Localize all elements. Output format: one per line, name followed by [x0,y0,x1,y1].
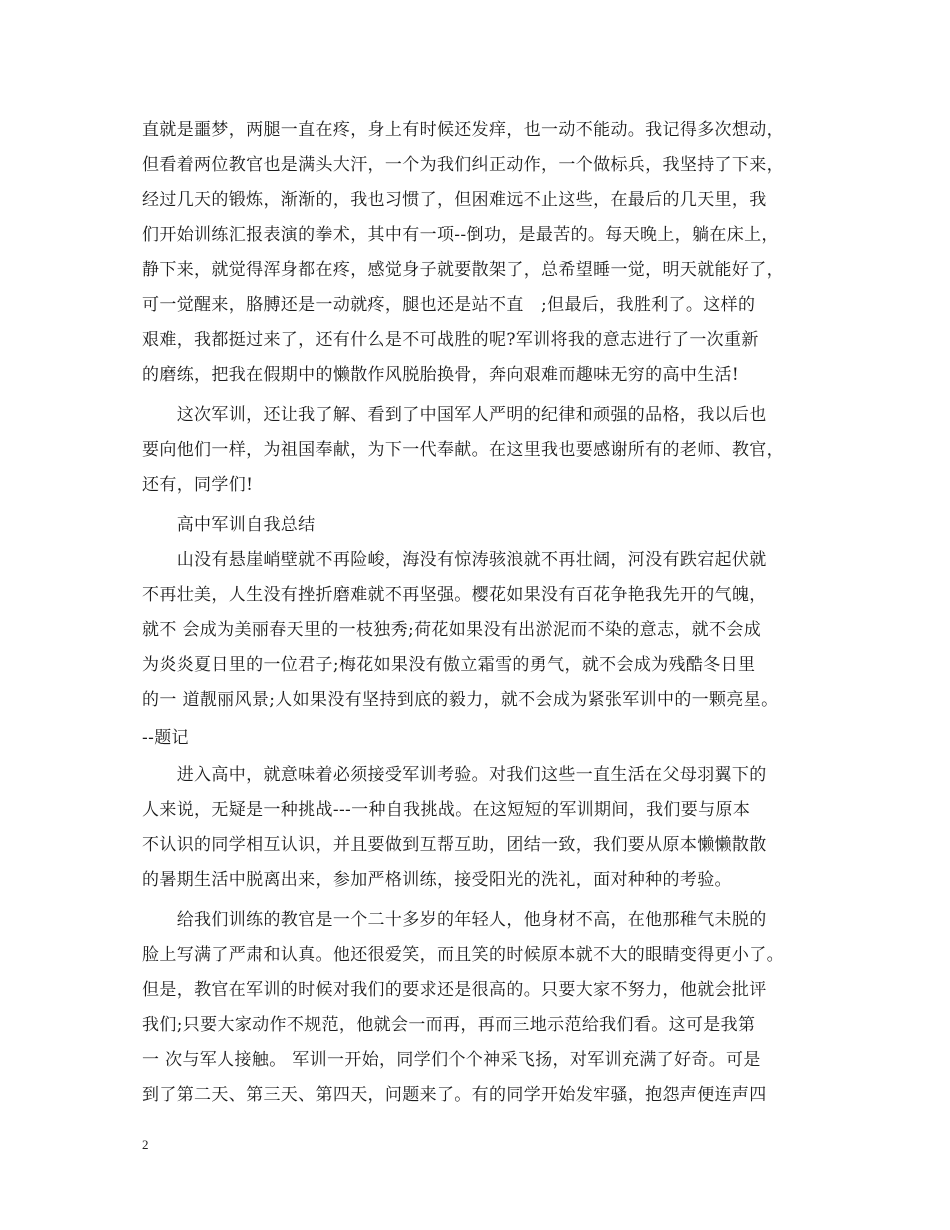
text-line: --题记 [142,728,189,748]
text-line: 给我们训练的教官是一个二十多岁的年轻人，他身材不高，在他那稚气未脱的 [142,910,767,930]
text-line: 要向他们一样，为祖国奉献，为下一代奉献。在这里我也要感谢所有的老师、教官， [142,440,784,460]
text-line: 为炎炎夏日里的一位君子;梅花如果没有傲立霜雪的勇气，就不会成为残酷冬日里 [142,655,756,675]
text-line: 这次军训，还让我了解、看到了中国军人严明的纪律和顽强的品格，我以后也 [142,405,767,425]
text-line: 一 次与军人接触。 军训一开始，同学们个个神采飞扬，对军训充满了好奇。可是 [142,1050,761,1070]
text-line: 到了第二天、第三天、第四天，问题来了。有的同学开始发牢骚，抱怨声便连声四 [142,1085,767,1105]
text-line: 的一 道靓丽风景;人如果没有坚持到底的毅力，就不会成为紧张军训中的一颗亮星。 [142,690,779,710]
text-line: 不再壮美，人生没有挫折磨难就不再坚强。樱花如果没有百花争艳我先开的气魄， [142,585,767,605]
text-line: 直就是噩梦，两腿一直在疼，身上有时候还发痒，也一动不能动。我记得多次想动， [142,120,784,140]
text-line: 人来说，无疑是一种挑战---一种自我挑战。在这短短的军训期间，我们要与原本 [142,800,751,820]
text-line: 进入高中，就意味着必须接受军训考验。对我们这些一直生活在父母羽翼下的 [142,765,767,785]
text-line: 脸上写满了严肃和认真。他还很爱笑，而且笑的时候原本就不大的眼睛变得更小了。 [142,945,784,965]
text-line: 但是，教官在军训的时候对我们的要求还是很高的。只要大家不努力，他就会批评 [142,980,767,1000]
text-line: 就不 会成为美丽春天里的一枝独秀;荷花如果没有出淤泥而不染的意志，就不会成 [142,620,762,640]
text-line: 但看着两位教官也是满头大汗，一个为我们纠正动作，一个做标兵，我坚持了下来， [142,155,784,175]
text-line: 艰难，我都挺过来了，还有什么是不可战胜的呢?军训将我的意志进行了一次重新 [142,330,759,350]
text-line: 我们;只要大家动作不规范，他就会一而再，再而三地示范给我们看。这可是我第 [142,1015,756,1035]
text-line: 可一觉醒来，胳膊还是一动就疼，腿也还是站不直 ;但最后，我胜利了。这样的 [142,295,756,315]
text-line: 静下来，就觉得浑身都在疼，感觉身子就要散架了，总希望睡一觉，明天就能好了， [142,260,784,280]
section-heading: 高中军训自我总结 [142,515,316,535]
text-line: 山没有悬崖峭壁就不再险峻，海没有惊涛骇浪就不再壮阔，河没有跌宕起伏就 [142,550,767,570]
text-line: 的磨练，把我在假期中的懒散作风脱胎换骨，奔向艰难而趣味无穷的高中生活! [142,365,740,385]
text-line: 不认识的同学相互认识，并且要做到互帮互助，团结一致，我们要从原本懒懒散散 [142,835,767,855]
text-line: 们开始训练汇报表演的拳术，其中有一项--倒功，是最苦的。每天晚上，躺在床上， [142,225,779,245]
text-line: 的暑期生活中脱离出来，参加严格训练，接受阳光的洗礼，面对种种的考验。 [142,870,732,890]
text-line: 经过几天的锻炼，渐渐的，我也习惯了，但困难远不止这些，在最后的几天里，我 [142,190,767,210]
text-line: 还有，同学们! [142,475,254,495]
page-number: 2 [142,1137,149,1152]
